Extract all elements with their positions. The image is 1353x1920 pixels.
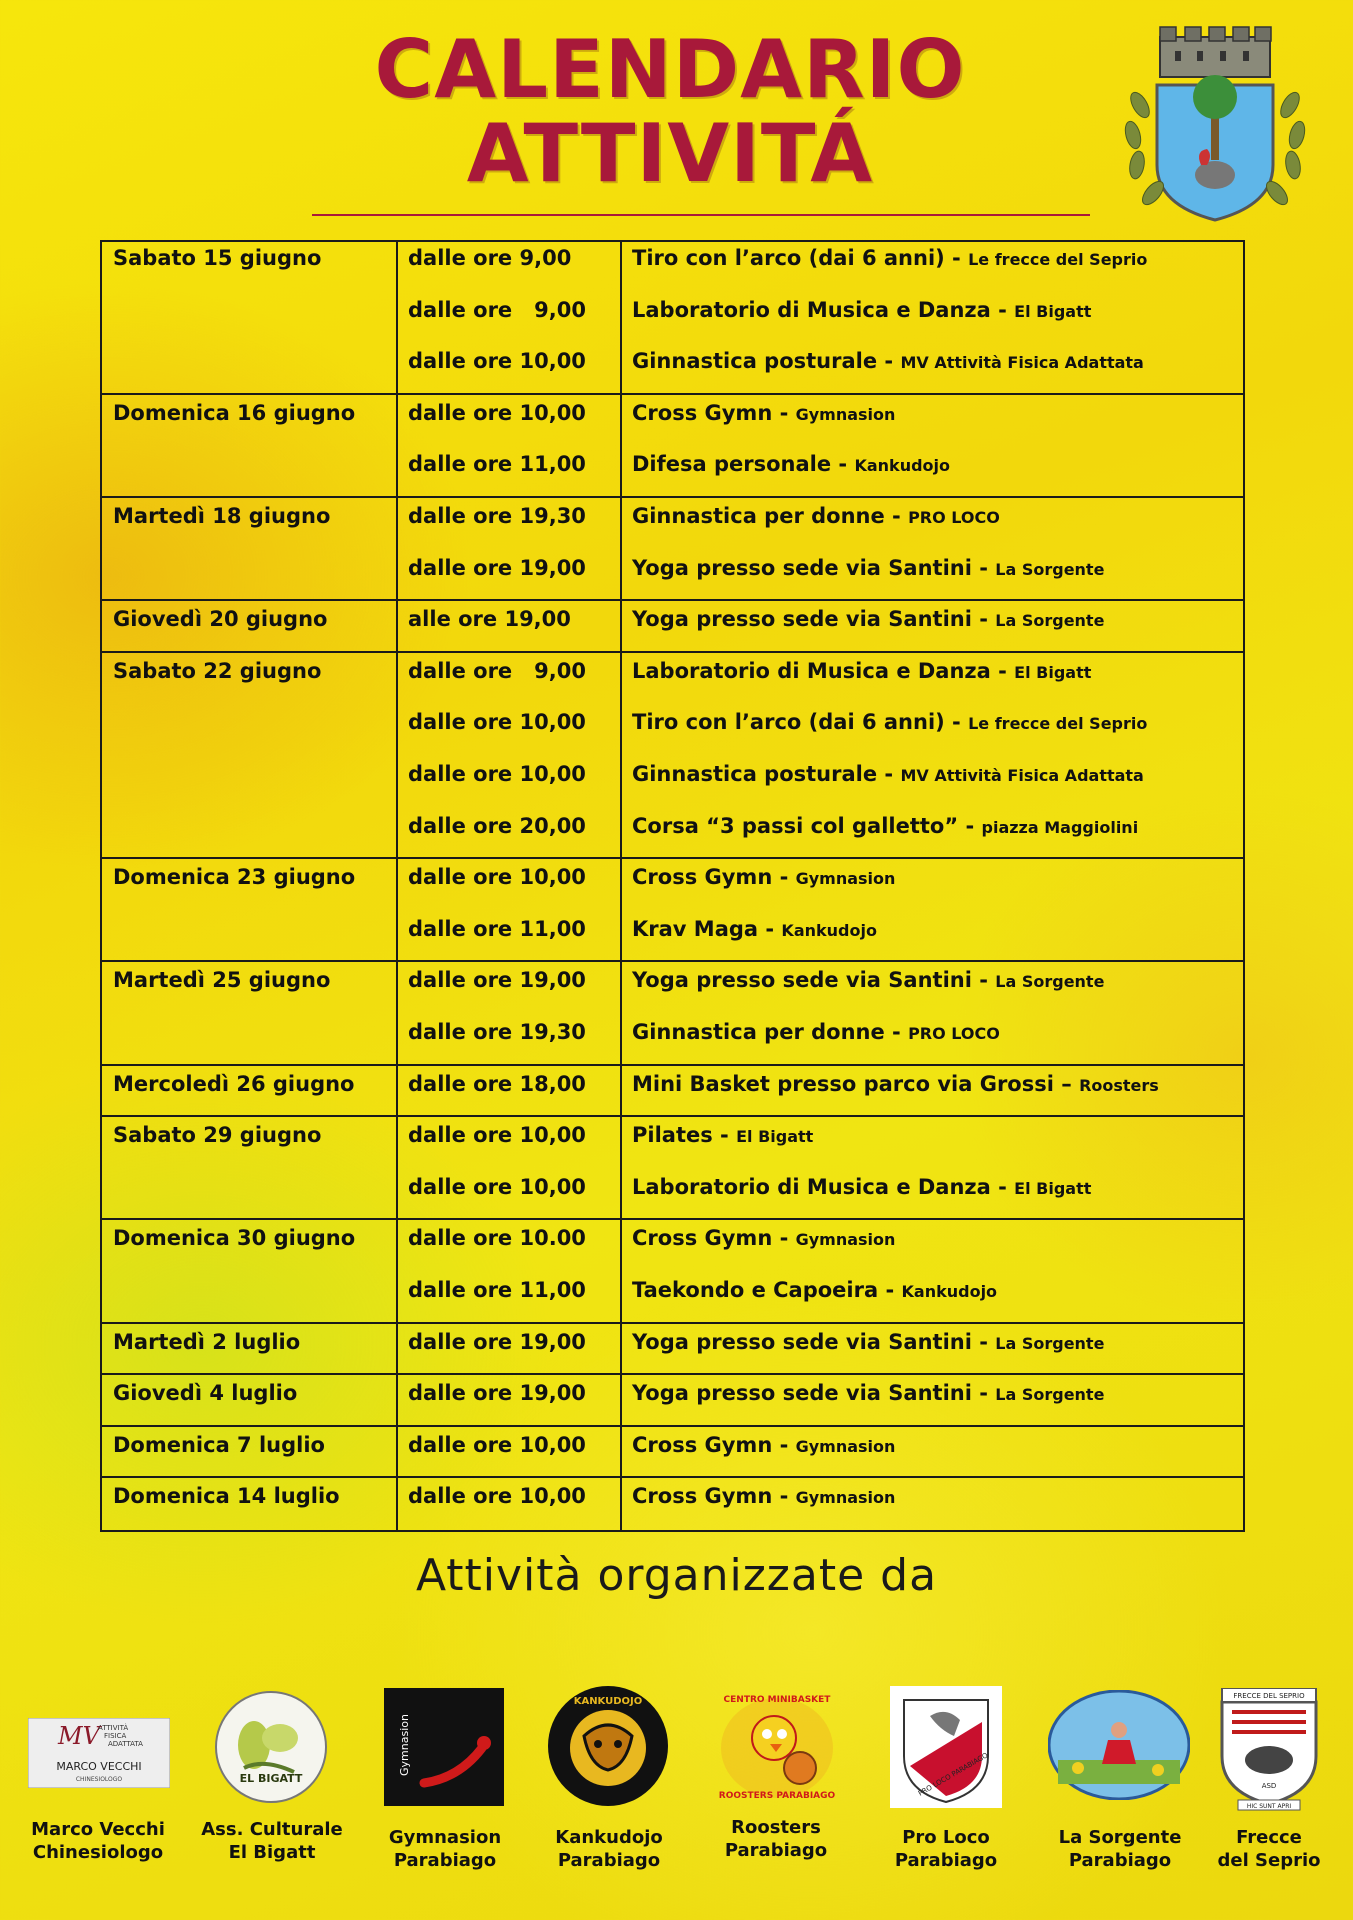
schedule-activity-row: [632, 246, 1147, 272]
activity-separator: -: [772, 865, 796, 890]
activity-name: Pilates: [632, 1123, 713, 1148]
frecce-del-seprio-logo-icon: [1218, 1688, 1320, 1812]
activity-name: Yoga presso sede via Santini: [632, 607, 972, 632]
organizer-label: [1179, 1826, 1353, 1872]
activity-name: Yoga presso sede via Santini: [632, 1329, 972, 1354]
organizer-subtitle: Parabiago: [894, 1850, 998, 1871]
column-divider: [620, 242, 622, 1530]
activity-separator: -: [758, 916, 782, 941]
row-divider: [102, 1218, 1243, 1220]
mv-logo-text-4: MARCO VECCHI: [56, 1760, 142, 1773]
activity-separator: -: [971, 607, 996, 632]
schedule-activity-row: [632, 1278, 997, 1304]
activity-organizer: El Bigatt: [736, 1127, 814, 1147]
row-divider: [102, 599, 1243, 601]
schedule-date: Sabato 22 giugno: [113, 658, 322, 683]
schedule-time: dalle ore 9,00: [408, 246, 572, 270]
schedule-date: Mercoledì 26 giugno: [113, 1071, 355, 1096]
activity-separator: -: [772, 1484, 796, 1509]
activity-separator: -: [958, 813, 982, 838]
activity-name: Laboratorio di Musica e Danza: [632, 658, 991, 683]
schedule-date: Domenica 14 luglio: [113, 1484, 340, 1509]
organizers-heading: Attività organizzate da: [415, 1550, 938, 1601]
schedule-date: Martedì 2 luglio: [113, 1329, 301, 1354]
activity-separator: –: [1053, 1071, 1080, 1096]
schedule-activity-row: [632, 349, 1144, 375]
title-divider: [312, 214, 1090, 216]
schedule-activity-row: [632, 1072, 1159, 1098]
schedule-activity-row: [632, 1484, 895, 1510]
schedule-time: dalle ore 10,00: [408, 1174, 586, 1199]
gymnasion-logo-text: Gymnasion: [398, 1714, 411, 1776]
schedule-time: dalle ore 11,00: [408, 452, 586, 477]
activity-separator: -: [712, 1123, 737, 1148]
activity-separator: -: [990, 1174, 1015, 1199]
schedule-activity-row: [632, 504, 1000, 530]
title-line-1: CALENDARIO: [374, 23, 966, 116]
organizer-label: [856, 1826, 1036, 1872]
schedule-date: Domenica 23 giugno: [113, 865, 356, 890]
marco-vecchi-logo-icon: [28, 1718, 170, 1788]
activity-name: Cross Gymn: [632, 865, 773, 890]
schedule-time: dalle ore 10,00: [408, 1123, 586, 1148]
schedule-date: Martedì 18 giugno: [113, 504, 331, 528]
roosters-logo-icon: [712, 1686, 842, 1806]
schedule-activity-row: [632, 401, 895, 427]
schedule-activity-row: [632, 1020, 1000, 1046]
la-sorgente-logo-icon: [1048, 1690, 1190, 1800]
activity-separator: -: [877, 762, 901, 786]
organizer-subtitle: Parabiago: [393, 1850, 497, 1871]
row-divider: [102, 1373, 1243, 1375]
schedule-time: dalle ore 19,00: [408, 1381, 586, 1406]
activity-separator: -: [971, 1329, 996, 1354]
row-divider: [102, 1425, 1243, 1427]
schedule-date: Sabato 29 giugno: [113, 1123, 322, 1148]
activity-organizer: PRO LOCO: [908, 508, 1000, 527]
schedule-time: dalle ore 20,00: [408, 813, 586, 838]
row-divider: [102, 857, 1243, 859]
activity-organizer: Kankudojo: [781, 920, 877, 940]
organizer-subtitle: Parabiago: [1068, 1850, 1172, 1871]
roosters-logo-text-2: ROOSTERS PARABIAGO: [718, 1791, 836, 1801]
row-divider: [102, 1115, 1243, 1117]
schedule-time: dalle ore 10,00: [408, 349, 586, 374]
schedule-time: dalle ore 19,30: [408, 1020, 586, 1044]
activity-name: Ginnastica posturale: [632, 762, 878, 786]
schedule-date: Sabato 15 giugno: [113, 246, 322, 270]
schedule-time: dalle ore 10.00: [408, 1226, 586, 1251]
schedule-activity-row: [632, 1226, 895, 1252]
activity-organizer: Kankudojo: [901, 1282, 998, 1301]
kankudojo-logo-text: KANKUDOJO: [573, 1696, 643, 1707]
roosters-logo-text-1: CENTRO MINIBASKET: [723, 1695, 831, 1705]
schedule-activity-row: [632, 659, 1091, 685]
organizer-subtitle: Parabiago: [724, 1840, 828, 1861]
activity-organizer: Roosters: [1079, 1075, 1159, 1095]
svg-text:MV: MV: [58, 1722, 100, 1750]
schedule-time: dalle ore 19,30: [408, 504, 586, 528]
organizer-name: Frecce: [1236, 1827, 1302, 1848]
schedule-activity-row: [632, 762, 1144, 788]
schedule-date: Domenica 16 giugno: [113, 400, 356, 425]
schedule-activity-row: [632, 1433, 895, 1459]
activity-separator: -: [971, 1381, 996, 1406]
activity-separator: -: [990, 297, 1015, 322]
row-divider: [102, 1064, 1243, 1066]
activity-name: Cross Gymn: [632, 1432, 773, 1457]
schedule-table: [100, 240, 1245, 1532]
schedule-time: dalle ore 10,00: [408, 1484, 586, 1509]
organizer-label: [519, 1826, 699, 1872]
activity-organizer: Le frecce del Seprio: [968, 250, 1148, 269]
activity-name: Yoga presso sede via Santini: [632, 968, 972, 993]
organizer-subtitle: El Bigatt: [228, 1842, 316, 1863]
title-line-2: ATTIVITÁ: [466, 107, 874, 200]
gymnasion-logo-icon: [384, 1688, 504, 1806]
activity-name: Mini Basket presso parco via Grossi: [632, 1071, 1054, 1096]
organizer-name: Pro Loco: [902, 1827, 990, 1848]
mv-logo-text-2: FISICA: [104, 1732, 127, 1740]
schedule-date: Giovedì 20 giugno: [113, 607, 328, 632]
activity-name: Laboratorio di Musica e Danza: [632, 297, 991, 322]
activity-separator: -: [877, 349, 901, 374]
activity-name: Cross Gymn: [632, 1226, 773, 1251]
activity-organizer: piazza Maggiolini: [981, 817, 1139, 837]
row-divider: [102, 1476, 1243, 1478]
organizer-name: La Sorgente: [1058, 1827, 1182, 1848]
activity-separator: -: [971, 968, 996, 993]
activity-separator: -: [944, 246, 969, 270]
activity-organizer: Gymnasion: [795, 1436, 896, 1456]
organizer-subtitle: Parabiago: [557, 1850, 661, 1871]
mv-logo-text-1: ATTIVITÀ: [98, 1724, 129, 1732]
activity-name: Tiro con l’arco (dai 6 anni): [632, 710, 945, 735]
activity-name: Tiro con l’arco (dai 6 anni): [632, 246, 945, 270]
organizer-name: Roosters: [731, 1817, 821, 1838]
frecce-logo-text-2: ASD: [1261, 1782, 1277, 1790]
mv-logo-text-3: ADATTATA: [108, 1740, 143, 1748]
activity-separator: -: [971, 555, 996, 580]
schedule-activity-row: [632, 298, 1091, 324]
schedule-date: Domenica 7 luglio: [113, 1432, 325, 1457]
schedule-time: dalle ore 10,00: [408, 1432, 586, 1457]
schedule-time: dalle ore 10,00: [408, 710, 586, 735]
organizer-label: [355, 1826, 535, 1872]
activity-separator: -: [990, 658, 1015, 683]
schedule-date: Giovedì 4 luglio: [113, 1381, 298, 1406]
schedule-time: dalle ore 19,00: [408, 968, 586, 993]
activity-organizer: La Sorgente: [995, 1385, 1105, 1405]
activity-organizer: MV Attività Fisica Adattata: [900, 353, 1144, 373]
activity-organizer: La Sorgente: [995, 559, 1105, 579]
activity-name: Cross Gymn: [632, 1484, 773, 1509]
organizer-name: Marco Vecchi: [31, 1819, 165, 1840]
activity-organizer: El Bigatt: [1014, 1178, 1092, 1198]
schedule-time: dalle ore 18,00: [408, 1071, 586, 1096]
schedule-time: dalle ore 10,00: [408, 400, 586, 425]
schedule-time: alle ore 19,00: [408, 607, 571, 632]
column-divider: [396, 242, 398, 1530]
activity-separator: -: [884, 1020, 909, 1044]
mv-logo-text-5: CHINESIOLOGO: [75, 1776, 123, 1783]
schedule-date: Domenica 30 giugno: [113, 1226, 356, 1251]
activity-separator: -: [772, 1432, 796, 1457]
row-divider: [102, 393, 1243, 395]
frecce-logo-text-1: FRECCE DEL SEPRIO: [1233, 1692, 1305, 1700]
activity-name: Krav Maga: [632, 916, 759, 941]
schedule-activity-row: [632, 917, 877, 943]
schedule-date: Martedì 25 giugno: [113, 968, 331, 993]
activity-name: Corsa “3 passi col galletto”: [632, 813, 959, 838]
activity-organizer: La Sorgente: [995, 1333, 1105, 1353]
schedule-time: dalle ore 10,00: [408, 762, 586, 786]
activity-name: Ginnastica per donne: [632, 504, 885, 528]
organizer-name: Ass. Culturale: [201, 1819, 343, 1840]
activity-name: Ginnastica per donne: [632, 1020, 885, 1044]
activity-organizer: Kankudojo: [854, 456, 951, 476]
activity-organizer: PRO LOCO: [908, 1024, 1000, 1043]
activity-organizer: MV Attività Fisica Adattata: [900, 766, 1144, 785]
activity-name: Yoga presso sede via Santini: [632, 1381, 972, 1406]
municipal-crest-icon: [1105, 25, 1325, 230]
row-divider: [102, 1322, 1243, 1324]
activity-organizer: El Bigatt: [1014, 662, 1092, 682]
activity-organizer: Gymnasion: [795, 404, 896, 424]
organizer-label: [8, 1818, 188, 1864]
schedule-time: dalle ore 10,00: [408, 865, 586, 890]
schedule-activity-row: [632, 1123, 813, 1149]
activity-name: Yoga presso sede via Santini: [632, 555, 972, 580]
row-divider: [102, 960, 1243, 962]
activity-separator: -: [772, 400, 796, 425]
schedule-activity-row: [632, 710, 1147, 736]
el-bigatt-logo-text: EL BIGATT: [239, 1772, 303, 1785]
activity-name: Cross Gymn: [632, 400, 773, 425]
activity-name: Taekondo e Capoeira: [632, 1278, 879, 1302]
schedule-time: dalle ore 9,00: [408, 658, 586, 683]
activity-separator: -: [878, 1278, 902, 1302]
schedule-activity-row: [632, 865, 895, 891]
schedule-activity-row: [632, 1381, 1104, 1407]
schedule-activity-row: [632, 1330, 1104, 1356]
organizer-name: Gymnasion: [388, 1827, 502, 1848]
organizer-subtitle: Chinesiologo: [32, 1842, 164, 1863]
activity-organizer: La Sorgente: [995, 972, 1105, 992]
activity-organizer: Gymnasion: [795, 869, 896, 889]
schedule-activity-row: [632, 968, 1104, 994]
schedule-activity-row: [632, 1175, 1091, 1201]
activity-organizer: La Sorgente: [995, 611, 1105, 631]
pro-loco-logo-icon: [890, 1686, 1002, 1808]
organizer-subtitle: del Seprio: [1217, 1850, 1321, 1871]
schedule-activity-row: [632, 814, 1138, 840]
schedule-time: dalle ore 11,00: [408, 916, 586, 941]
organizer-name: Kankudojo: [555, 1827, 663, 1848]
activity-name: Difesa personale: [632, 452, 832, 477]
activity-name: Laboratorio di Musica e Danza: [632, 1174, 991, 1199]
pro-loco-logo-text: PRO LOCO PARABIAGO: [917, 1751, 990, 1798]
row-divider: [102, 651, 1243, 653]
schedule-time: dalle ore 9,00: [408, 297, 586, 322]
activity-separator: -: [944, 710, 969, 735]
schedule-activity-row: [632, 607, 1104, 633]
schedule-activity-row: [632, 556, 1104, 582]
activity-separator: -: [772, 1226, 796, 1251]
activity-name: Ginnastica posturale: [632, 349, 878, 374]
row-divider: [102, 496, 1243, 498]
schedule-time: dalle ore 11,00: [408, 1278, 586, 1302]
schedule-activity-row: [632, 452, 950, 478]
el-bigatt-logo-icon: [214, 1690, 328, 1804]
schedule-time: dalle ore 19,00: [408, 555, 586, 580]
activity-organizer: Gymnasion: [795, 1488, 896, 1508]
frecce-logo-text-3: HIC SUNT APRI: [1246, 1803, 1292, 1810]
activity-separator: -: [831, 452, 855, 477]
organizer-label: [182, 1818, 362, 1864]
schedule-time: dalle ore 19,00: [408, 1329, 586, 1354]
activity-organizer: El Bigatt: [1014, 301, 1092, 321]
kankudojo-logo-icon: [544, 1686, 672, 1806]
activity-organizer: Le frecce del Seprio: [968, 714, 1148, 734]
activity-separator: -: [884, 504, 909, 528]
organizer-label: [686, 1816, 866, 1862]
activity-organizer: Gymnasion: [795, 1230, 896, 1250]
